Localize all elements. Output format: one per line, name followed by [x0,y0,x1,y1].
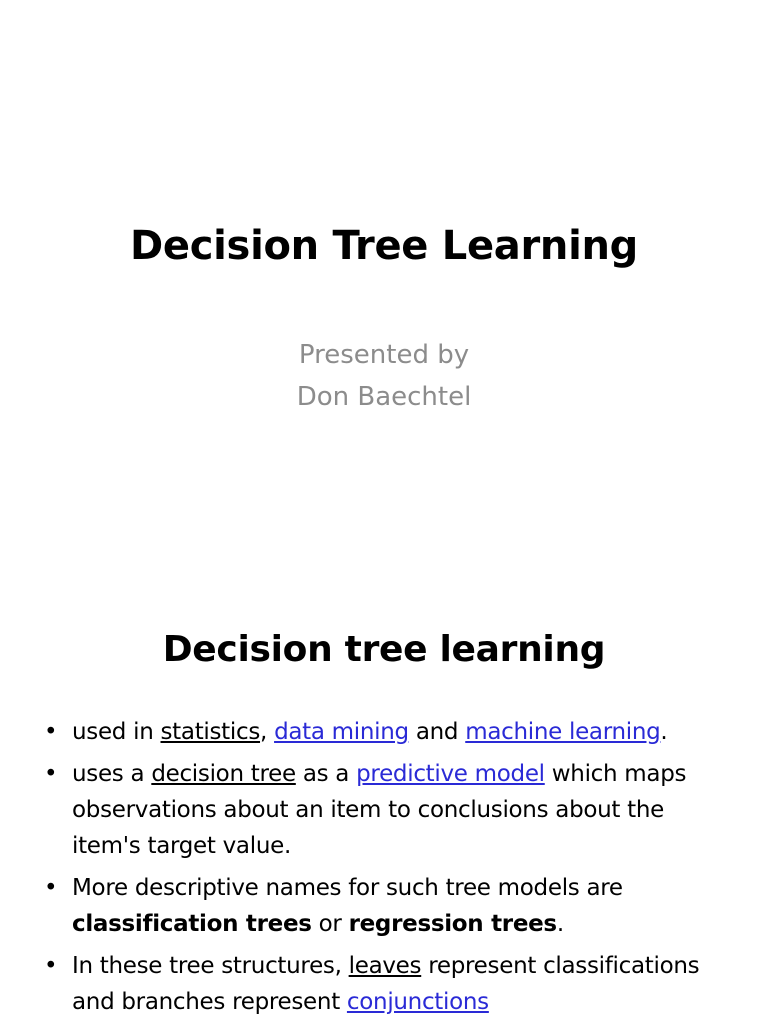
bold-regression-trees: regression trees [348,911,557,937]
link-machine-learning[interactable]: machine learning [465,719,661,745]
bullet-list [44,714,734,1024]
link-conjunctions[interactable]: conjunctions [346,989,489,1015]
bullet-text: and [408,719,466,745]
slide-title: Decision tree learning [162,629,606,670]
bullet-text: . [660,719,668,745]
bullet-icon: • [44,761,58,787]
link-predictive-model[interactable]: predictive model [356,761,545,787]
bullet-text: . [556,911,564,937]
slide-subtitle [0,334,768,418]
bullet-icon: • [44,875,58,901]
bullet-text: used in [72,719,161,745]
bullet-text: More descriptive names for such tree models are [72,875,623,901]
subtitle-author: Don Baechtel [296,382,472,412]
bullet-item [44,714,734,750]
bullet-text: , [260,719,275,745]
link-statistics[interactable]: statistics [160,719,261,745]
bullet-text: which maps observations about an item to conclusions about the item's target value. [72,761,687,859]
link-leaves[interactable]: leaves [348,953,422,979]
bullet-text: represent classifications and branches represent [72,953,700,1015]
bullet-item [44,948,734,1020]
bullet-icon: • [44,719,58,745]
bullet-icon: • [44,953,58,979]
bullet-item [44,756,734,864]
subtitle-presented-by: Presented by [298,340,470,370]
bullet-text: In these tree structures, [72,953,349,979]
bold-classification-trees: classification trees [72,911,312,937]
bullet-text: uses a [72,761,152,787]
link-decision-tree[interactable]: decision tree [151,761,296,787]
bullet-text: or [311,911,349,937]
bullet-text: as a [295,761,357,787]
slide-title: Decision Tree Learning [130,223,638,269]
bullet-item [44,870,734,942]
link-data-mining[interactable]: data mining [274,719,409,745]
content-slide [0,576,768,1024]
